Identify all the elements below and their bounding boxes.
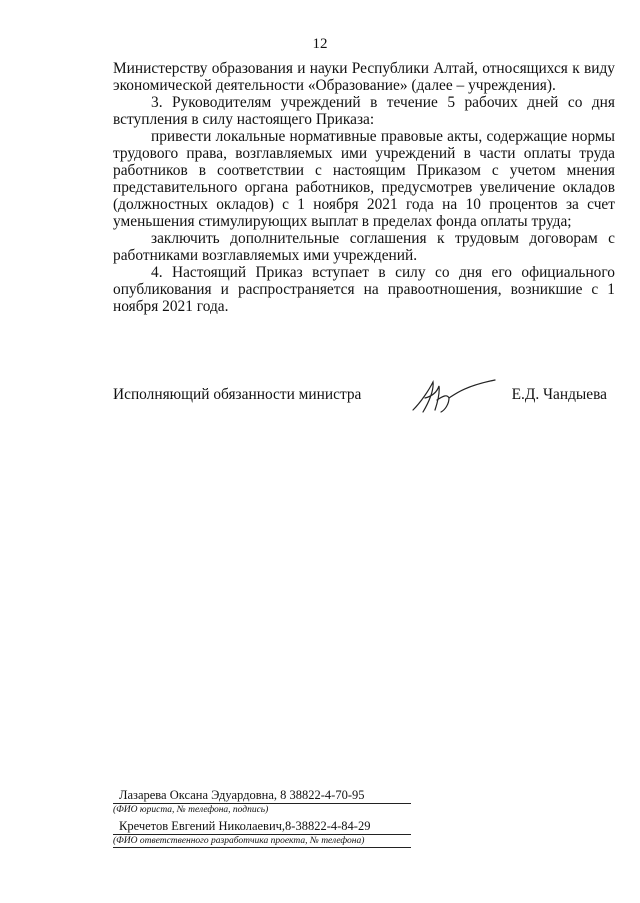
- signatory-title: Исполняющий обязанности министра: [113, 386, 362, 403]
- developer-contact: Кречетов Евгений Николаевич,8-38822-4-84-29: [113, 818, 411, 835]
- lawyer-contact: Лазарева Оксана Эдуардовна, 8 38822-4-70-95: [113, 787, 411, 804]
- signatory-name: Е.Д. Чандыева: [511, 386, 607, 403]
- paragraph-item-4: 4. Настоящий Приказ вступает в силу со дня его официального опубликования и распространяется на правоотношения, возникшие с 1 ноября 2021 года.: [113, 264, 615, 315]
- paragraph-subitem-agreements: заключить дополнительные соглашения к трудовым договорам с работниками возглавляемых ими учреждений.: [113, 230, 615, 264]
- footer-contacts: [113, 787, 411, 850]
- page-number: 12: [312, 36, 328, 52]
- document-body: [113, 60, 615, 315]
- paragraph-continuation: Министерству образования и науки Республики Алтай, относящихся к виду экономической деятельности «Образование» (далее – учреждения).: [113, 60, 615, 94]
- signature-block: [113, 380, 615, 420]
- paragraph-subitem-acts: привести локальные нормативные правовые акты, содержащие нормы трудового права, возглавляемых ими учреждений в части оплаты труда работников в соответствии с настоящим Приказом с учетом мнения представительного органа работников, предусмотрев увеличение окладов (должностных окладов) с 1 ноября 2021 года на 10 процентов за счет уменьшения стимулирующих выплат в пределах фонда оплаты труда;: [113, 128, 615, 230]
- developer-caption: (ФИО ответственного разработчика проекта, № телефона): [113, 835, 411, 848]
- handwritten-signature: [403, 376, 498, 421]
- lawyer-caption: (ФИО юриста, № телефона, подпись): [113, 805, 269, 815]
- paragraph-item-3: 3. Руководителям учреждений в течение 5 рабочих дней со дня вступления в силу настоящего Приказа:: [113, 94, 615, 128]
